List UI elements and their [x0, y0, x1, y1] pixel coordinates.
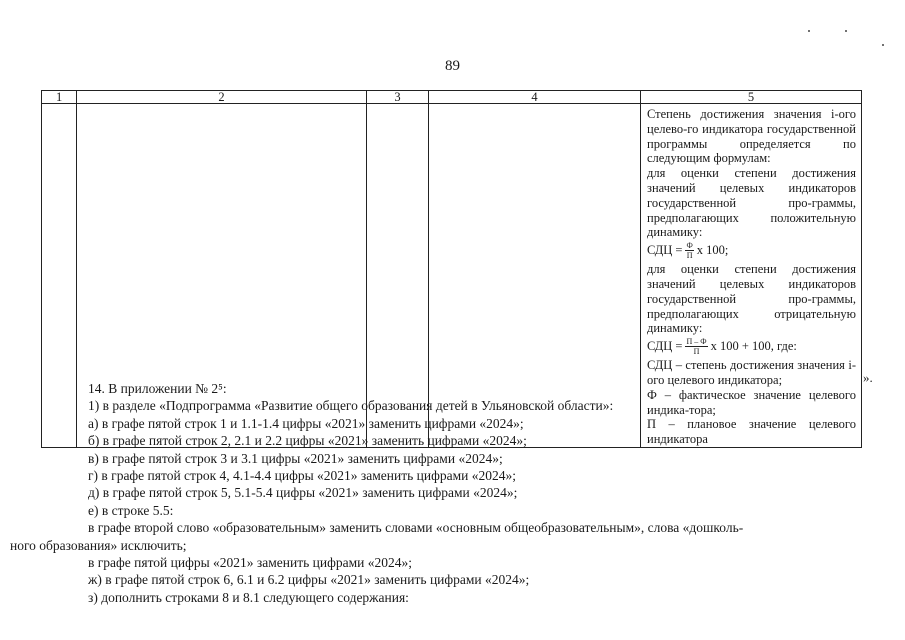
definition-line: СДЦ – степень достижения значения i-ого целевого индикатора; [647, 358, 856, 387]
definition-line: П – плановое значение целевого индикатора [647, 417, 856, 447]
col-header-4: 4 [429, 91, 641, 104]
scan-speck [882, 44, 884, 46]
cell5-text: для оценки степени достижения значений целевых индикаторов государственной про-граммы, предполагающих положительную динамику: [647, 166, 856, 240]
fraction-denominator: П [686, 251, 693, 261]
formula-lhs: СДЦ = [647, 243, 683, 258]
formula-positive [647, 241, 856, 260]
text-line: б) в графе пятой строк 2, 2.1 и 2.2 цифры «2021» заменить цифрами «2024»; [88, 433, 527, 449]
cell5-text: для оценки степени достижения значений целевых индикаторов государственной про-граммы, предполагающих отрицательную динамику: [647, 262, 856, 336]
text-line: в графе пятой цифры «2021» заменить цифрами «2024»; [88, 555, 412, 571]
text-line: ж) в графе пятой строк 6, 6.1 и 6.2 цифры «2021» заменить цифрами «2024»; [88, 572, 530, 588]
text-line: в графе второй слово «образовательным» заменить словами «основным общеобразовательным», слова «дошколь- [88, 520, 744, 536]
text-line: 1) в разделе «Подпрограмма «Развитие общего образования детей в Ульяновской области»: [88, 398, 614, 414]
amendment-text [10, 380, 828, 606]
text-line: ного образования» исключить; [10, 537, 187, 553]
scan-speck [808, 30, 810, 32]
cell-1 [42, 104, 77, 448]
table-header-row [42, 91, 862, 104]
formula-rhs: х 100 + 100, где: [710, 339, 797, 354]
text-line: з) дополнить строками 8 и 8.1 следующего содержания: [88, 589, 409, 605]
formula-rhs: х 100; [696, 243, 729, 258]
fraction-numerator: Ф [686, 241, 693, 251]
text-line: 14. В приложении № 2⁵: [88, 381, 227, 396]
formula-fraction [685, 241, 693, 260]
closing-quote: ». [863, 370, 873, 385]
text-line: д) в графе пятой строк 5, 5.1-5.4 цифры «2021» заменить цифрами «2024»; [88, 485, 518, 501]
text-line: е) в строке 5.5: [88, 502, 174, 518]
fraction-denominator: П [693, 347, 700, 357]
col-header-1: 1 [42, 91, 77, 104]
formula-negative [647, 337, 856, 356]
cell5-text: Степень достижения значения i-ого целево-го индикатора государственной программы определяется по следующим формулам: [647, 107, 856, 166]
text-line: в) в графе пятой строк 3 и 3.1 цифры «2021» заменить цифрами «2024»; [88, 450, 503, 466]
scan-speck [845, 30, 847, 32]
formula-lhs: СДЦ = [647, 339, 683, 354]
text-line: а) в графе пятой строк 1 и 1.1-1.4 цифры «2021» заменить цифрами «2024»; [88, 415, 524, 431]
text-line: г) в графе пятой строк 4, 4.1-4.4 цифры «2021» заменить цифрами «2024»; [88, 468, 517, 484]
fraction-numerator: П – Ф [686, 337, 707, 347]
col-header-5: 5 [641, 91, 862, 104]
col-header-3: 3 [367, 91, 429, 104]
page-number: 89 [445, 58, 460, 74]
definition-line: Ф – фактическое значение целевого индика-тора; [647, 387, 856, 417]
col-header-2: 2 [77, 91, 367, 104]
formula-fraction [685, 337, 707, 356]
